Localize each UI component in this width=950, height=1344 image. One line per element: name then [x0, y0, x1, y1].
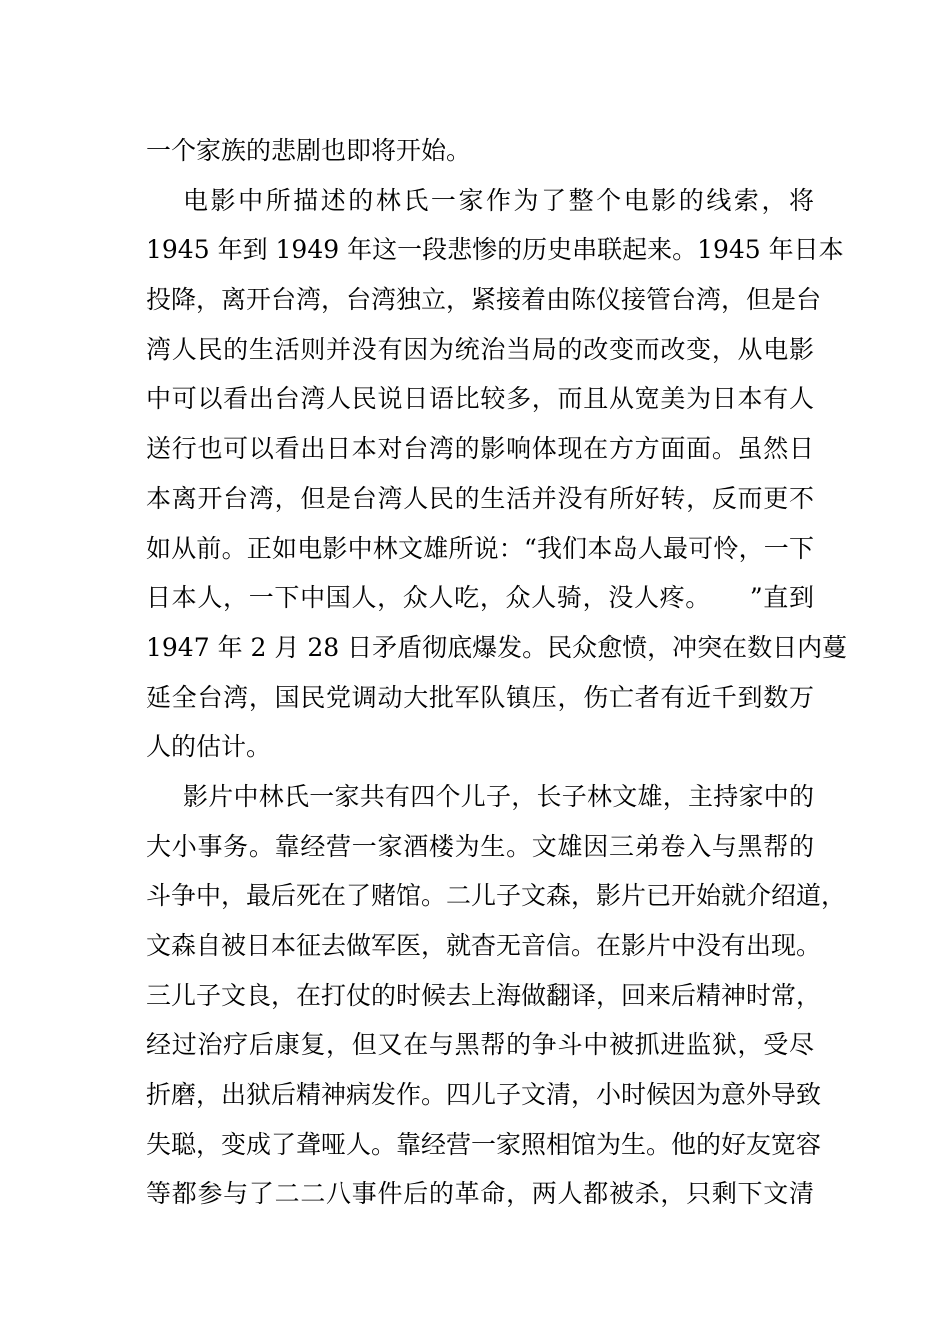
paragraph-line: 如从前。正如电影中林文雄所说：“我们本岛人最可怜，一下 [146, 533, 814, 563]
paragraph-line: 送行也可以看出日本对台湾的影响体现在方方面面。虽然日 [146, 434, 814, 464]
paragraph-line: 影片中林氏一家共有四个儿子，长子林文雄，主持家中的 [183, 781, 814, 811]
paragraph-line: 一个家族的悲剧也即将开始。 [146, 136, 472, 165]
paragraph-line: 三儿子文良，在打仗的时候去上海做翻译，回来后精神时常， [146, 980, 822, 1010]
document-body [146, 126, 848, 1219]
paragraph-line: 本离开台湾，但是台湾人民的生活并没有所好转，反而更不 [146, 483, 814, 513]
paragraph-line: 1945 年到 1949 年这一段悲惨的历史串联起来。1945 年日本 [146, 235, 844, 265]
paragraph-line: 等都参与了二二八事件后的革命，两人都被杀，只剩下文清 [146, 1179, 814, 1209]
paragraph-line: 延全台湾，国民党调动大批军队镇压，伤亡者有近千到数万 [146, 682, 814, 712]
paragraph-line: 日本人，一下中国人，众人吃，众人骑，没人疼。 ”直到 [146, 583, 814, 613]
paragraph-line: 中可以看出台湾人民说日语比较多，而且从宽美为日本有人 [146, 384, 814, 414]
paragraph-line: 电影中所描述的林氏一家作为了整个电影的线索，将 [183, 185, 814, 215]
paragraph-line: 斗争中，最后死在了赌馆。二儿子文森，影片已开始就介绍道， [146, 881, 847, 911]
paragraph-line: 湾人民的生活则并没有因为统治当局的改变而改变，从电影 [146, 334, 814, 364]
paragraph-line: 1947 年 2 月 28 日矛盾彻底爆发。民众愈愤，冲突在数日内蔓 [146, 632, 848, 662]
paragraph-line: 失聪，变成了聋哑人。靠经营一家照相馆为生。他的好友宽容 [146, 1129, 822, 1159]
paragraph-line: 折磨，出狱后精神病发作。四儿子文清，小时候因为意外导致 [146, 1080, 822, 1110]
paragraph-line: 经过治疗后康复，但又在与黑帮的争斗中被抓进监狱，受尽 [146, 1030, 814, 1060]
paragraph-line: 大小事务。靠经营一家酒楼为生。文雄因三弟卷入与黑帮的 [146, 831, 814, 861]
paragraph-line: 投降，离开台湾，台湾独立，紧接着由陈仪接管台湾，但是台 [146, 285, 822, 315]
paragraph-line: 人的估计。 [146, 732, 272, 762]
paragraph-line: 文森自被日本征去做军医，就杳无音信。在影片中没有出现。 [146, 931, 822, 960]
